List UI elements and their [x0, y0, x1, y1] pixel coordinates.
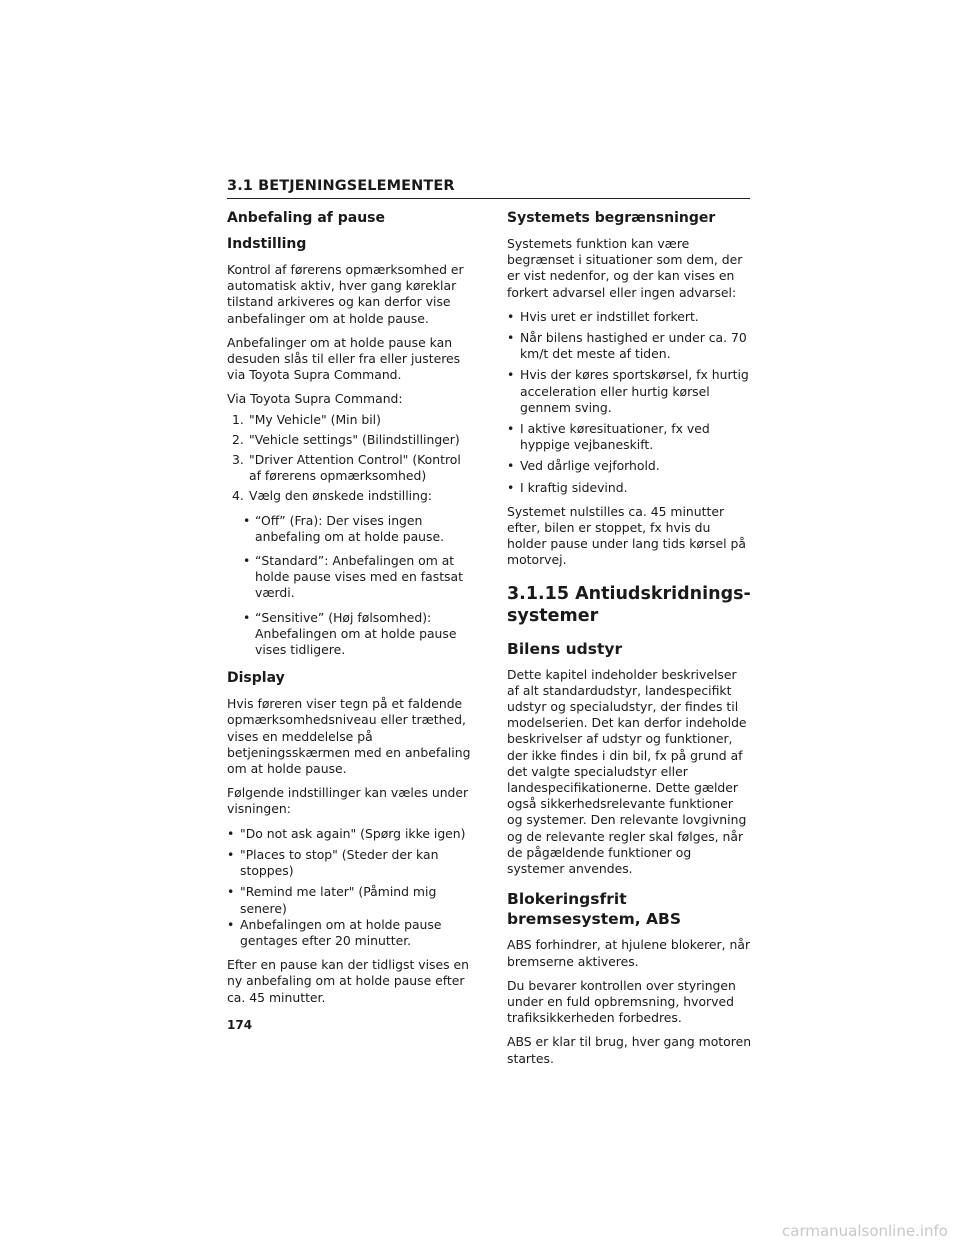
bullet-glyph: •	[243, 609, 251, 625]
heading-setting: Indstilling	[227, 236, 307, 252]
bullet-glyph: •	[507, 458, 515, 474]
left-column	[227, 210, 472, 1014]
option-item	[227, 513, 472, 545]
step-number: 2.	[232, 431, 244, 447]
option-item	[227, 553, 472, 602]
paragraph: ABS forhindrer, at hjulene blokerer, når bremserne aktiveres.	[507, 937, 751, 969]
list-item-text: "Remind me later" (Påmind mig senere)	[240, 884, 437, 916]
list-item-text: "Places to stop" (Steder der kan stoppes)	[240, 846, 439, 879]
section-title: 3.1 BETJENINGSELEMENTER	[227, 178, 455, 194]
heading-system-limits: Systemets begrænsninger	[507, 210, 716, 226]
heading-display: Display	[227, 670, 285, 687]
right-column	[507, 210, 752, 1075]
list-item	[507, 330, 752, 362]
step-item	[227, 412, 472, 428]
bullet-glyph: •	[507, 330, 515, 346]
list-item	[227, 847, 472, 879]
step-number: 3.	[232, 452, 244, 468]
list-item	[227, 826, 472, 842]
heading-vehicle-equipment: Bilens udstyr	[507, 639, 623, 658]
bullet-glyph: •	[227, 825, 235, 841]
list-item-text: Hvis der køres sportskørsel, fx hurtig acceleration eller hurtig kørsel gennem sving.	[520, 367, 749, 415]
step-text: "Driver Attention Control" (Kontrol af førerens opmærksomhed)	[249, 452, 461, 484]
paragraph: Hvis føreren viser tegn på et faldende opmærksomhedsniveau eller træthed, vises en meddelelse på betjeningsskærmen med en anbefaling om at holde pause.	[227, 696, 471, 777]
bullet-glyph: •	[227, 916, 235, 932]
paragraph: Følgende indstillinger kan væles under visningen:	[227, 785, 469, 817]
bullet-glyph: •	[227, 846, 235, 862]
option-item	[227, 610, 472, 659]
step-text: Vælg den ønskede indstilling:	[249, 488, 432, 504]
bullet-glyph: •	[243, 512, 251, 528]
step-item	[227, 432, 472, 448]
list-item	[507, 480, 752, 496]
page-number: 174	[227, 1018, 253, 1032]
list-item-text: I kraftig sidevind.	[520, 479, 628, 495]
heading-section-antiskid: 3.1.15 Antiudskridnings-systemer	[507, 583, 751, 626]
list-item-text: "Do not ask again" (Spørg ikke igen)	[240, 825, 466, 841]
step-number: 4.	[232, 488, 244, 504]
paragraph: Anbefalinger om at holde pause kan desuden slås til eller fra eller justeres via Toyota Supra Command.	[227, 334, 461, 383]
list-item	[507, 458, 752, 474]
step-number: 1.	[232, 411, 244, 427]
list-item-text: Anbefalingen om at holde pause gentages efter 20 minutter.	[240, 916, 442, 948]
option-text: “Sensitive” (Høj følsomhed): Anbefalingen om at holde pause vises tidligere.	[255, 609, 457, 658]
paragraph: ABS er klar til brug, hver gang motoren startes.	[507, 1034, 752, 1066]
paragraph: Efter en pause kan der tidligst vises en ny anbefaling om at holde pause efter ca. 45 minutter.	[227, 957, 469, 1005]
paragraph: Systemets funktion kan være begrænset i situationer som dem, der er vist nedenfor, og der kan vises en forkert advarsel eller ingen advarsel:	[507, 236, 743, 300]
heading-abs: Blokeringsfrit bremsesystem, ABS	[507, 890, 682, 929]
bullet-glyph: •	[227, 884, 235, 900]
list-item	[507, 309, 752, 325]
paragraph: Kontrol af førerens opmærksomhed er automatisk aktiv, hver gang køreklar tilstand arkiveres og kan derfor vise anbefalinger om at holde pause.	[227, 262, 464, 326]
watermark: carmanualsonline.info	[782, 1222, 948, 1240]
bullet-glyph: •	[507, 308, 515, 324]
paragraph: Systemet nulstilles ca. 45 minutter efter, bilen er stoppet, fx hvis du holder pause under lang tids kørsel på motorvej.	[507, 503, 746, 568]
bullet-glyph: •	[507, 479, 515, 495]
heading-pause-recommendation: Anbefaling af pause	[227, 210, 385, 226]
list-item-text: I aktive køresituationer, fx ved hyppige vejbaneskift.	[520, 421, 710, 453]
step-item	[227, 452, 472, 484]
paragraph: Dette kapitel indeholder beskrivelser af alt standardudstyr, landespecifikt udstyr og specialudstyr, der findes til modelserien. Det kan derfor indeholde beskrivelser af udstyr og funktioner, der ikke findes i din bil, fx på grund af det valgte specialudstyr eller landespecifikationerne. Dette gælder også sikkerhedsrelevante funktioner og systemer. Den relevante lovgivning og de relevante regler skal følges, når de pågældende funktioner og systemer anvendes.	[507, 666, 747, 877]
bullet-glyph: •	[507, 421, 515, 437]
bullet-glyph: •	[507, 367, 515, 383]
step-item	[227, 488, 472, 504]
section-header	[227, 178, 750, 199]
paragraph: Du bevarer kontrollen over styringen under en fuld opbremsning, hvorved trafiksikkerheden forbedres.	[507, 977, 736, 1026]
paragraph: Via Toyota Supra Command:	[227, 391, 403, 407]
list-item	[507, 421, 752, 453]
list-item-text: Ved dårlige vejforhold.	[520, 458, 660, 474]
list-item-text: Hvis uret er indstillet forkert.	[520, 308, 699, 324]
option-text: “Standard”: Anbefalingen om at holde pause vises med en fastsat værdi.	[255, 553, 463, 601]
bullet-glyph: •	[243, 553, 251, 569]
list-item	[227, 917, 472, 949]
list-item-text: Når bilens hastighed er under ca. 70 km/t det meste af tiden.	[520, 330, 747, 362]
list-item	[507, 367, 752, 416]
step-text: "Vehicle settings" (Bilindstillinger)	[249, 431, 460, 447]
step-text: "My Vehicle" (Min bil)	[249, 411, 381, 427]
list-item	[227, 884, 472, 916]
option-text: “Off” (Fra): Der vises ingen anbefaling om at holde pause.	[255, 512, 445, 544]
